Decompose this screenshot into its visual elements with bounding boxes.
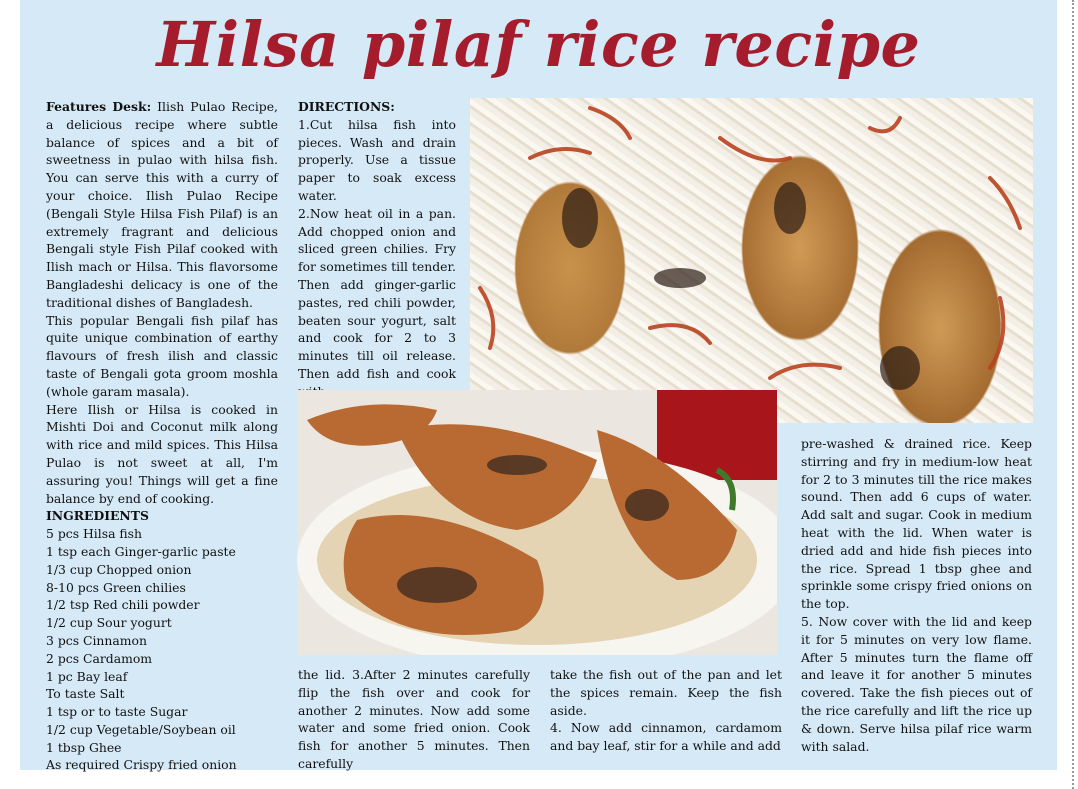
ingredient-item: 1 tsp each Ginger-garlic paste <box>46 543 236 559</box>
ingredient-item: 2 pcs Cardamom <box>46 650 153 666</box>
hilsa-rice-photo-top <box>470 98 1033 423</box>
ingredient-item: 5 pcs Hilsa fish <box>46 526 143 542</box>
ingredients-list <box>46 525 278 774</box>
ingredient-item: 1/2 tsp Red chili powder <box>46 597 200 613</box>
ingredient-item: 1 pc Bay leaf <box>46 668 128 684</box>
ingredient-item: 1/2 cup Sour yogurt <box>46 615 172 631</box>
directions-column-2-bottom <box>298 666 530 773</box>
direction-step-2: 2.Now heat oil in a pan. Add chopped onion and sliced green chilies. Fry for sometimes till tender. Then add ginger-garlic pastes, red chili powder, beaten sour yogurt, salt and cook for 2 to 3 minutes till oil release. Then add fish and cook <box>298 205 456 381</box>
article-title: Hilsa pilaf rice recipe <box>156 8 921 81</box>
byline: Features Desk: <box>46 99 152 114</box>
intro-paragraph-3: Here Ilish or Hilsa is cooked in Mishti Doi and Coconut milk along with rice and mild spices. This Hilsa Pulao is not sweet at all, I'm assuring you! Things will get a fine balance by end of cooking. <box>46 401 278 506</box>
intro-column <box>46 98 278 774</box>
ingredient-item: 1/3 cup Chopped onion <box>46 561 192 577</box>
direction-step-4-cont: pre-washed & drained rice. Keep stirring and fry in medium-low heat for 2 to 3 minutes till the rice makes sound. Then add 6 cups of water. Add salt and sugar. Cook in medium heat with the lid. When water is dried add and hide fish pieces into the rice. Spread 1 tbsp ghee and sprinkle some crispy fried onions on the top. <box>801 436 1032 612</box>
directions-column-top <box>298 98 456 401</box>
ingredient-item: To taste Salt <box>46 686 125 702</box>
directions-column-3-bottom <box>550 666 782 755</box>
hilsa-pilaf-plate-photo <box>297 390 777 655</box>
ingredient-item: 3 pcs Cinnamon <box>46 632 147 648</box>
directions-column-4 <box>801 435 1032 755</box>
ingredient-item: 1 tsp or to taste Sugar <box>46 704 188 720</box>
direction-step-5: 5. Now cover with the lid and keep it for 5 minutes on very low flame. After 5 minutes turn the flame off and leave it for another 5 minutes covered. Take the fish pieces out of the rice carefully and lift the rice up & down. Serve hilsa pilaf rice warm with salad. <box>801 613 1032 754</box>
direction-step-3-cont: take the fish out of the pan and let the spices remain. Keep the fish aside. <box>550 667 782 718</box>
ingredients-heading: INGREDIENTS <box>46 508 149 524</box>
ingredient-item: 1 tbsp Ghee <box>46 739 122 755</box>
ingredient-item: As required Crispy fried onion <box>46 757 237 773</box>
direction-step-1: 1.Cut hilsa fish into pieces. Wash and drain properly. Use a tissue paper to soak excess water. <box>298 116 456 203</box>
direction-step-4: 4. Now add cinnamon, cardamom and bay leaf, stir for a while and add <box>550 720 782 754</box>
intro-paragraph-2: This popular Bengali fish pilaf has quite unique combination of earthy flavours of fresh ilish and classic taste of Bengali gota groom moshla (whole garam masala). <box>46 312 278 399</box>
ingredient-item: 1/2 cup Vegetable/Soybean oil <box>46 721 236 737</box>
page-divider <box>1072 0 1074 789</box>
intro-paragraph-1: Features Desk: Ilish Pulao Recipe, a delicious recipe where subtle balance of spices and a bit of sweetness in pulao with hilsa fish. You can serve this with a curry of your choice. Ilish Pulao Recipe (Bengali Style Hilsa Fish Pilaf) is an extremely fragrant and delicious Bengali style Fish Pilaf cooked with Ilish mach or Hilsa. This flavorsome Bangladeshi delicacy is one of the traditional dishes of Bangladesh. <box>46 99 278 310</box>
directions-heading: DIRECTIONS: <box>298 99 395 114</box>
ingredient-item: 8-10 pcs Green chilies <box>46 579 186 595</box>
direction-step-3: the lid. 3.After 2 minutes carefully flip the fish over and cook for another 2 minutes. Now add some water and some fried onion. Cook fish for another 5 minutes. Then carefully <box>298 667 530 771</box>
